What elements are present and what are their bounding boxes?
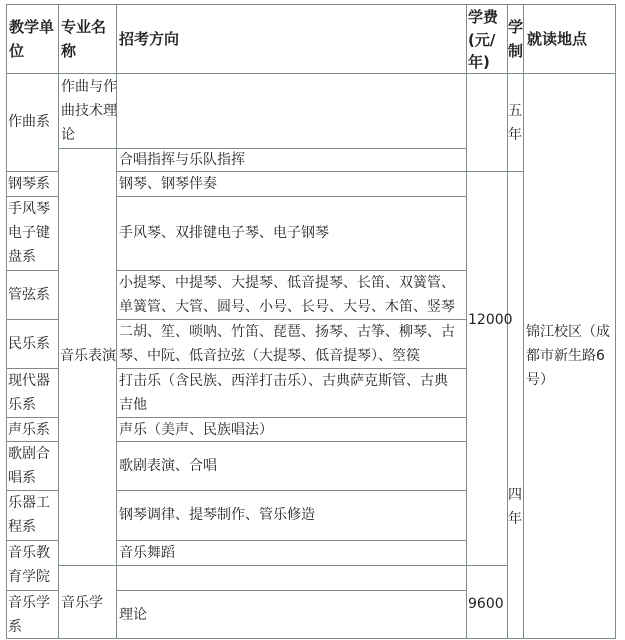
row-divider — [6, 490, 59, 491]
unit-cell: 系 — [8, 619, 22, 635]
col-divider — [58, 4, 59, 639]
header-fee: 年) — [468, 53, 490, 71]
direction-cell: 二胡、笙、唢呐、竹笛、琵琶、扬琴、古筝、柳琴、古 — [119, 324, 455, 340]
major-cell: 音乐表演 — [60, 348, 116, 364]
fee-cell: 9600 — [468, 596, 504, 612]
unit-cell: 民乐系 — [8, 336, 50, 352]
direction-cell: 手风琴、双排键电子琴、电子钢琴 — [119, 225, 329, 241]
header-major: 称 — [61, 42, 77, 60]
border-top — [6, 4, 616, 5]
unit-cell: 乐器工 — [8, 495, 50, 511]
row-divider — [117, 417, 467, 418]
header-years: 制 — [508, 42, 524, 60]
unit-cell: 育学院 — [8, 569, 50, 585]
unit-cell: 钢琴系 — [8, 176, 50, 192]
direction-cell: 小提琴、中提琴、大提琴、低音提琴、长笛、双簧管、 — [119, 275, 455, 291]
location-cell: 号） — [526, 372, 554, 388]
unit-cell: 歌剧合 — [8, 446, 50, 462]
direction-cell: 歌剧表演、合唱 — [119, 458, 217, 474]
years-cell: 年 — [508, 127, 522, 143]
row-divider — [59, 565, 508, 566]
unit-cell: 声乐系 — [8, 422, 50, 438]
border-right — [615, 4, 616, 639]
years-cell: 五 — [508, 103, 522, 119]
row-divider — [6, 171, 59, 172]
unit-cell: 作曲系 — [8, 114, 50, 130]
header-location: 就读地点 — [527, 30, 588, 48]
direction-cell: 吉他 — [119, 397, 147, 413]
direction-cell: 单簧管、大管、圆号、小号、长号、大号、木笛、竖琴 — [119, 299, 455, 315]
unit-cell: 唱系 — [8, 470, 36, 486]
direction-cell: 钢琴、钢琴伴奏 — [119, 176, 217, 192]
unit-cell: 手风琴 — [8, 201, 50, 217]
direction-cell: 声乐（美声、民族唱法） — [119, 422, 273, 438]
row-divider — [117, 540, 467, 541]
header-unit: 教学单 — [9, 18, 55, 36]
years-cell: 四 — [508, 487, 522, 503]
header-fee: 学费 — [468, 8, 499, 26]
row-divider — [117, 171, 524, 172]
unit-cell: 管弦系 — [8, 287, 50, 303]
row-divider — [117, 590, 467, 591]
unit-cell: 程系 — [8, 519, 36, 535]
col-divider — [116, 4, 117, 639]
row-divider — [6, 73, 616, 74]
row-divider — [117, 441, 467, 442]
header-fee: (元/ — [468, 31, 496, 49]
row-divider — [6, 319, 59, 320]
location-cell: 锦江校区（成 — [526, 324, 610, 340]
row-divider — [6, 368, 59, 369]
unit-cell: 音乐学 — [8, 595, 50, 611]
header-years: 学 — [508, 18, 524, 36]
border-left — [6, 4, 7, 639]
row-divider — [59, 148, 467, 149]
direction-cell: 音乐舞蹈 — [119, 545, 175, 561]
row-divider — [6, 270, 59, 271]
row-divider — [117, 319, 467, 320]
major-cell: 论 — [61, 127, 75, 143]
major-cell: 音乐学 — [61, 595, 103, 611]
row-divider — [117, 490, 467, 491]
direction-cell: 打击乐（含民族、西洋打击乐）、古典萨克斯管、古典 — [119, 373, 448, 389]
unit-cell: 乐系 — [8, 397, 36, 413]
unit-cell: 音乐教 — [8, 545, 50, 561]
row-divider — [6, 590, 59, 591]
unit-cell: 电子键 — [8, 225, 50, 241]
header-major: 专业名 — [61, 18, 107, 36]
row-divider — [6, 196, 59, 197]
direction-cell: 合唱指挥与乐队指挥 — [119, 152, 245, 168]
row-divider — [6, 417, 59, 418]
header-unit: 位 — [9, 42, 25, 60]
major-cell: 作曲与作 — [61, 79, 117, 95]
border-bottom — [6, 638, 616, 639]
fee-cell: 12000 — [468, 312, 513, 328]
unit-cell: 盘系 — [8, 249, 36, 265]
direction-cell: 理论 — [119, 607, 147, 623]
direction-cell: 钢琴调律、提琴制作、管乐修造 — [119, 507, 315, 523]
col-divider — [466, 4, 467, 639]
major-cell: 曲技术理 — [61, 103, 117, 119]
unit-cell: 现代器 — [8, 373, 50, 389]
row-divider — [117, 196, 467, 197]
row-divider — [6, 441, 59, 442]
row-divider — [117, 270, 467, 271]
header-direction: 招考方向 — [119, 30, 180, 48]
location-cell: 都市新生路6 — [526, 348, 605, 364]
col-divider — [523, 4, 524, 639]
row-divider — [6, 540, 59, 541]
years-cell: 年 — [508, 511, 522, 527]
direction-cell: 琴、中阮、低音拉弦（大提琴、低音提琴）、箜篌 — [119, 348, 420, 364]
row-divider — [117, 368, 467, 369]
